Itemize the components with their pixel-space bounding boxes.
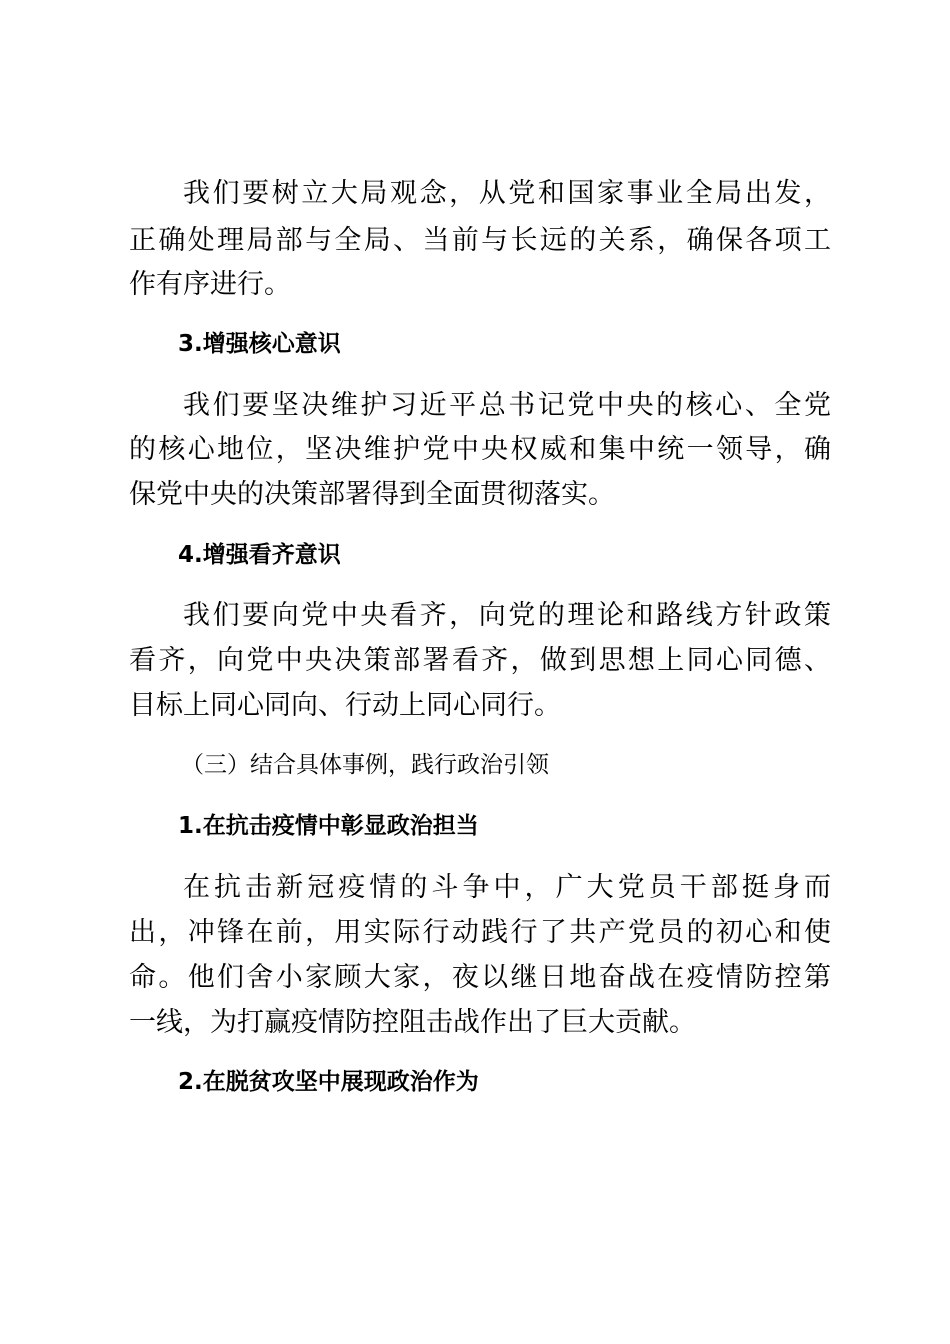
- section-heading: 2.在脱贫攻坚中展现政治作为: [178, 1069, 479, 1095]
- paragraph-line: 目标上同心同向、行动上同心同行。: [129, 690, 561, 721]
- paragraph-line: 我们要树立大局观念，从党和国家事业全局出发，: [183, 178, 831, 209]
- section-heading: 1.在抗击疫情中彰显政治担当: [178, 813, 479, 839]
- section-heading: 3.增强核心意识: [178, 331, 341, 357]
- paragraph-line: 出，冲锋在前，用实际行动践行了共产党员的初心和使: [129, 917, 831, 948]
- paragraph-line: 我们要向党中央看齐，向党的理论和路线方针政策: [183, 600, 831, 631]
- subsection-title: （三）结合具体事例，践行政治引领: [181, 752, 549, 778]
- paragraph-line: 我们要坚决维护习近平总书记党中央的核心、全党: [183, 390, 831, 421]
- paragraph-line: 命。他们舍小家顾大家，夜以继日地奋战在疫情防控第: [129, 962, 831, 993]
- section-heading: 4.增强看齐意识: [178, 542, 341, 568]
- paragraph-line: 在抗击新冠疫情的斗争中，广大党员干部挺身而: [183, 872, 831, 903]
- paragraph-line: 正确处理局部与全局、当前与长远的关系，确保各项工: [129, 225, 831, 256]
- paragraph-line: 看齐，向党中央决策部署看齐，做到思想上同心同德、: [129, 645, 831, 676]
- paragraph-line: 作有序进行。: [129, 269, 291, 300]
- paragraph-line: 一线，为打赢疫情防控阻击战作出了巨大贡献。: [129, 1007, 696, 1038]
- paragraph-line: 保党中央的决策部署得到全面贯彻落实。: [129, 479, 615, 510]
- paragraph-line: 的核心地位，坚决维护党中央权威和集中统一领导，确: [129, 434, 831, 465]
